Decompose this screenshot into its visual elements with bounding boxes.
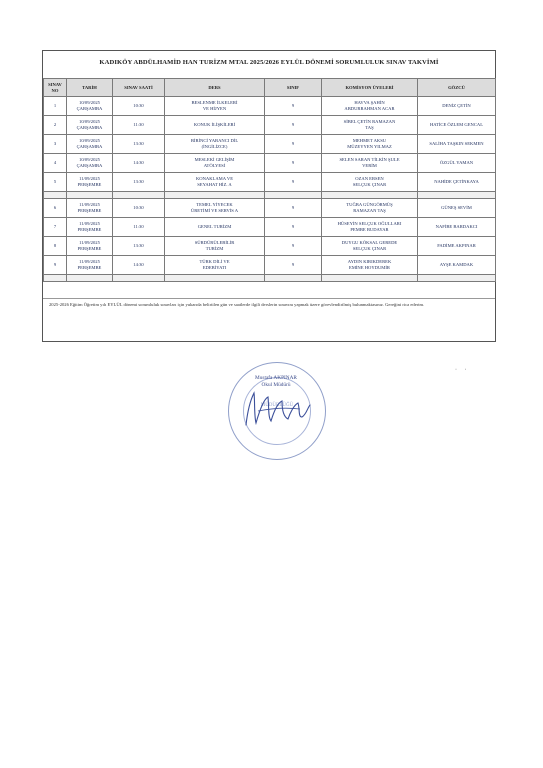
header-gozcu: GÖZCÜ xyxy=(418,79,496,97)
header-no: SINAV NO xyxy=(44,79,67,97)
table-row: 5 11/09/2025 PERŞEMBE 13:30 KONAKLAMA VE SEYAHAT HİZ. A 9 OZAN ERSEN SELÇUK ÇINAR NAHİDE ÇETİNKAYA xyxy=(44,173,496,192)
principal-title: Okul Müdürü xyxy=(261,381,291,388)
header-tarih: TARİH xyxy=(67,79,113,97)
table-row: 7 11/09/2025 PERŞEMBE 11:30 GENEL TURİZM 9 HÜSEYİN SELÇUK OĞULLARI PEMBE BUDAYAR NAFİBE BARDAKCI xyxy=(44,218,496,237)
schedule-frame xyxy=(42,50,496,342)
exam-schedule-table xyxy=(43,78,496,282)
seal-text: MÜDÜRLÜĞÜ xyxy=(260,403,294,408)
scan-marks: · · xyxy=(455,367,470,373)
table-row: 4 10/09/2025 ÇARŞAMBA 14:30 MESLEKİ GELİŞİM ATÖLYESİ 9 SELEN SARAN TİLKİN ŞULE VERİM ÖZGÜL YAMAN xyxy=(44,154,496,173)
table-row: 1 10/09/2025 ÇARŞAMBA 10:30 BESLENME İLKELERİ VE HİJYEN 9 HAVVA ŞAHİN ABDURRAHMAN ACAR DENİZ ÇETİN xyxy=(44,97,496,116)
table-separator-row xyxy=(44,192,496,199)
table-row: 3 10/09/2025 ÇARŞAMBA 13:30 BİRİNCİ YABANCI DİL (İNGİLİZCE) 9 MEHMET AKSU MÜZEYYEN YILMAZ SALİHA TAŞKIN SEKMEN xyxy=(44,135,496,154)
header-ders: DERS xyxy=(165,79,265,97)
table-row: 8 11/09/2025 PERŞEMBE 13:30 SÜRDÜRÜLEBİLİR TURİZM 9 DUYGU KÖKSAL GEREDE SELÇUK ÇINAR FADİME AKPINAR xyxy=(44,237,496,256)
table-header-row xyxy=(44,79,496,97)
table-row: 9 11/09/2025 PERŞEMBE 14:30 TÜRK DİLİ VE EDEBİYATI 9 AYDIN KIRIKDEREK EMİNE HOYDUMİR AYŞE KAMDAK xyxy=(44,256,496,275)
document-title: KADIKÖY ABDÜLHAMİD HAN TURİZM MTAL 2025/2026 EYLÜL DÖNEMİ SORUMLULUK SINAV TAKVİMİ xyxy=(99,59,439,66)
header-saat: SINAV SAATİ xyxy=(113,79,165,97)
table-row: 6 11/09/2025 PERŞEMBE 10:30 TEMEL YİYECEK ÜRETİMİ VE SERVİS A 9 TUĞBA GÜNGÖRMÜŞ RAMAZAN TAŞ GÜNEŞ SEVİM xyxy=(44,199,496,218)
assignment-note: 2025-2026 Eğitim Öğretim yılı EYLÜL dönemi sorumluluk sınavları için yukarıda belirtilen gün ve saatlerde ilgili derslerin sınavını yapmak üzere görevlendirilmiş bulunmaktasınız. Gereğini rica ederim. xyxy=(49,302,425,307)
table-separator-row xyxy=(44,275,496,282)
note-divider xyxy=(43,298,495,299)
header-sinif: SINIF xyxy=(265,79,322,97)
header-komisyon: KOMİSYON ÜYELERİ xyxy=(322,79,418,97)
principal-name: Mustafa AKPINAR xyxy=(255,375,297,381)
table-row: 2 10/09/2025 ÇARŞAMBA 11:30 KONUK İLİŞKİLERİ 9 SİBEL ÇETİN RAMAZAN TAŞ HATİCE ÖZLEM GENCAL xyxy=(44,116,496,135)
handwritten-signature xyxy=(238,387,318,432)
